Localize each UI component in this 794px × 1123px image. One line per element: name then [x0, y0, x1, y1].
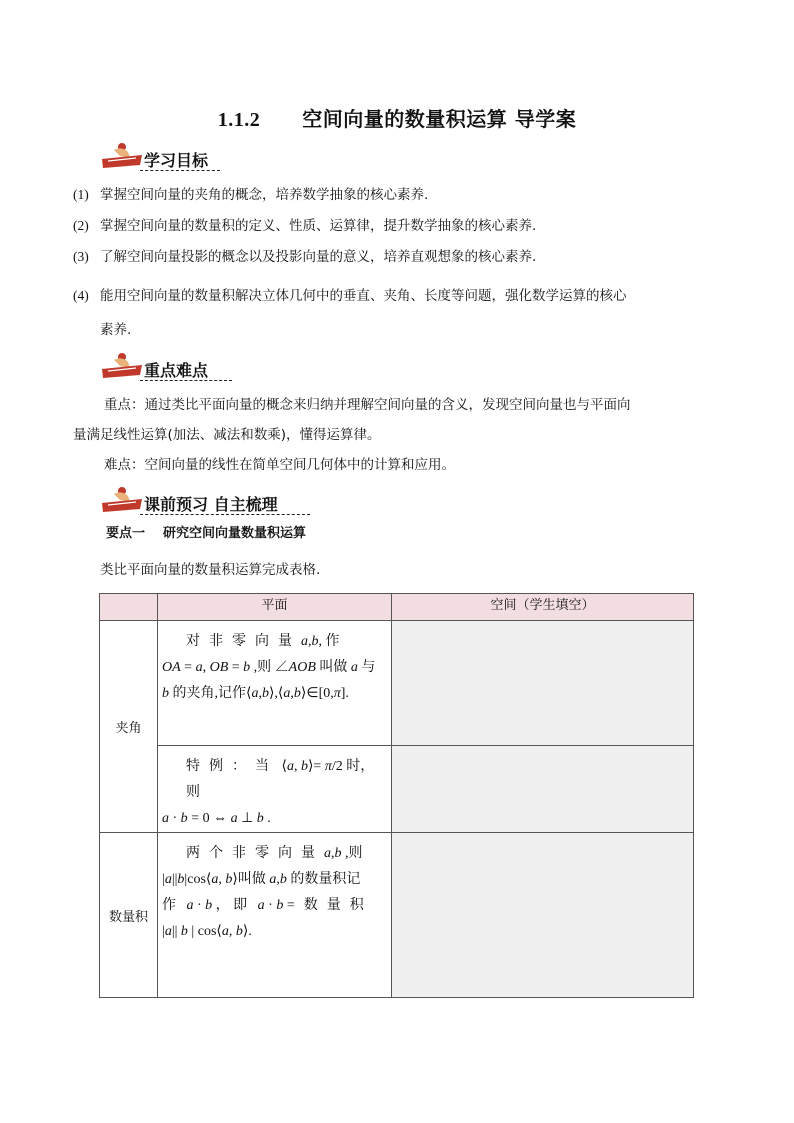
text-fragment: =数量积	[286, 898, 373, 913]
header-cell-blank	[100, 594, 158, 621]
difficulty-line: 难点：空间向量的线性在简单空间几何体中的计算和应用。	[104, 457, 455, 473]
point-label: 要点一	[106, 526, 146, 541]
dot-product-definition-cell: 两个非零向量a,b ,则 |a||b|cos⟨a, b⟩叫做 a,b 的数量积记 作 a · b ， 即 a · b =数量积 |a|| b | cos⟨a, b⟩.	[158, 833, 392, 998]
title-text: 空间向量的数量积运算 导学案	[302, 107, 577, 131]
objective-4-continuation: 素养.	[100, 322, 132, 338]
objective-number: (4)	[73, 288, 89, 303]
page-title	[0, 103, 794, 132]
objective-text: 掌握空间向量的数量积的定义、性质、运算律，提升数学抽象的核心素养.	[100, 218, 537, 234]
focus-line-1: 重点：通过类比平面向量的概念来归纳并理解空间向量的含义，发现空间向量也与平面向	[104, 397, 631, 413]
objective-text: 掌握空间向量的夹角的概念，培养数学抽象的核心素养.	[100, 187, 429, 203]
section-underline	[140, 380, 232, 381]
section-goals-title: 学习目标	[144, 151, 209, 170]
text-fragment: 与	[361, 660, 376, 675]
text-fragment: 叫做	[237, 872, 266, 887]
text-fragment: 作	[162, 898, 176, 913]
objective-text: 了解空间向量投影的概念以及投影向量的意义，培养直观想象的核心素养.	[100, 249, 537, 265]
table-header-row	[100, 594, 694, 621]
point-text: 研究空间向量数量积运算	[163, 526, 307, 541]
intro-text: 类比平面向量的数量积运算完成表格.	[100, 562, 321, 578]
section-badge-icon	[100, 140, 144, 172]
text-fragment: 则	[257, 660, 272, 675]
text-fragment: 作	[325, 634, 349, 649]
objective-number: (3)	[73, 249, 89, 264]
text-fragment: 则	[348, 846, 363, 861]
row-label-dot-product: 数量积	[100, 833, 158, 998]
text-fragment: 叫做	[319, 660, 348, 675]
section-badge-icon	[100, 350, 144, 382]
section-keypoints	[100, 350, 320, 380]
section-underline	[140, 170, 220, 171]
objective-text: 能用空间向量的数量积解决立体几何中的垂直、夹角、长度等问题，强化数学运算的核心	[100, 288, 627, 304]
section-goals	[100, 140, 320, 170]
section-preview-title: 课前预习 自主梳理	[144, 495, 278, 514]
title-number: 1.1.2	[217, 109, 261, 131]
angle-special-case-cell: 特例：当 ⟨a, b⟩= π/2 时，则 a · b = 0 ⇔ a ⊥ b .	[158, 746, 392, 833]
header-cell-space: 空间（学生填空）	[392, 594, 694, 621]
objective-4	[73, 286, 733, 306]
section-keypoints-title: 重点难点	[144, 361, 209, 380]
answer-cell[interactable]	[392, 833, 694, 998]
objective-2	[73, 216, 733, 236]
objective-number: (2)	[73, 218, 89, 233]
answer-cell[interactable]	[392, 621, 694, 746]
objective-3	[73, 247, 733, 267]
text-fragment: 的夹角,记作	[172, 686, 246, 701]
focus-line-2: 量满足线性运算(加法、减法和数乘)，懂得运算律。	[73, 427, 381, 443]
comparison-table	[99, 593, 694, 998]
section-underline	[140, 514, 310, 515]
point-heading	[106, 522, 306, 541]
table-row	[100, 746, 694, 833]
angle-definition-cell: 对非零向量a,b, 作 OA = a, OB = b ,则 ∠AOB 叫做 a 与 b 的夹角,记作⟨a,b⟩,⟨a,b⟩∈[0,π].	[158, 621, 392, 746]
table-row	[100, 621, 694, 746]
section-preview	[100, 484, 320, 514]
section-badge-icon	[100, 484, 144, 516]
header-cell-plane: 平面	[158, 594, 392, 621]
text-fragment: 特例：当	[186, 759, 278, 774]
text-fragment: 的数量积记	[290, 872, 361, 887]
row-label-angle: 夹角	[100, 621, 158, 833]
table-row	[100, 833, 694, 998]
objective-number: (1)	[73, 187, 89, 202]
text-fragment: 即	[233, 898, 248, 913]
answer-cell[interactable]	[392, 746, 694, 833]
text-fragment: 对非零向量	[186, 634, 301, 649]
text-fragment: 两个非零向量	[186, 846, 324, 861]
objective-1	[73, 185, 733, 205]
text-fragment: 时，则	[186, 759, 375, 800]
